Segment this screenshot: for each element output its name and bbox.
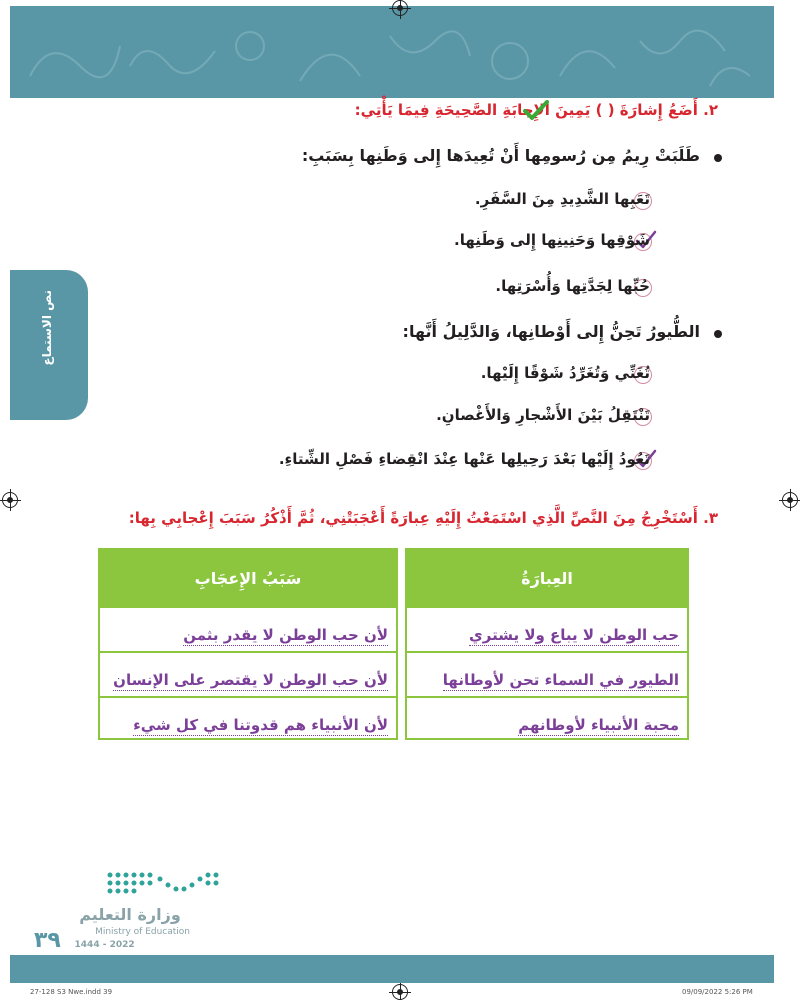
reason-column <box>98 548 398 740</box>
ministry-dots-icon <box>100 865 260 905</box>
top-decorative-band <box>10 6 774 98</box>
phrase-answer: محبة الأنبياء لأوطانهم <box>518 716 679 734</box>
reason-header: سَبَبُ الإِعجَابِ <box>100 550 396 606</box>
reason-answer: لأن حب الوطن لا يقتصر على الإنسان <box>113 671 388 689</box>
edition-year: 1444 - 2022 <box>74 940 135 950</box>
phrase-answer: حب الوطن لا يباع ولا يشتري <box>469 626 679 644</box>
reason-answer: لأن حب الوطن لا يقدر بثمن <box>183 626 388 644</box>
side-tab-label: نص الاستماع <box>40 290 54 366</box>
bottom-band <box>10 955 774 983</box>
option-text: حُبِّها لِجَدَّتِها وَأُسْرَتِها. <box>495 277 650 295</box>
phrase-header: العِبارَةُ <box>407 550 687 606</box>
reason-cell[interactable] <box>100 606 396 651</box>
registration-mark <box>392 984 408 1000</box>
ministry-name-ar: وزارة التعليم <box>79 905 181 924</box>
question-2-text: ٢. أَضَعُ إِشارَةَ ( ) يَمِينَ الإِجابَةِ الصَّحِيحَةِ فِيمَا يَأْتِي: <box>354 101 718 119</box>
option-text: تُغَنِّي وَتُغَرِّدُ شَوْقًا إِلَيْها. <box>480 364 650 382</box>
question-2-stem-2: الطُّيورُ تَحِنُّ إِلى أَوْطانِها، وَالدَّلِيلُ أَنَّها: <box>402 322 700 341</box>
option-text: تَعَبِها الشَّدِيدِ مِنَ السَّفَرِ. <box>474 190 650 208</box>
phrase-cell[interactable] <box>407 606 687 651</box>
phrase-column <box>405 548 689 740</box>
option-text: تَنْتَقِلُ بَيْنَ الأَشْجارِ وَالأَغْصانِ. <box>436 406 650 424</box>
phrase-answer: الطيور في السماء تحن لأوطانها <box>442 671 679 689</box>
page-number <box>34 928 135 953</box>
date-slug: 09/09/2022 5:26 PM <box>682 988 753 996</box>
question-3-title: ٣. أَسْتَخْرِجُ مِنَ النَّصِّ الَّذِي اسْتَمَعْتُ إِلَيْهِ عِبارَةً أَعْجَبَتْنِي، ثُمَّ أَذْكُرُ سَبَبَ إِعْجابِي بِها: <box>128 509 718 527</box>
reason-cell[interactable] <box>100 696 396 741</box>
registration-mark <box>782 492 798 508</box>
file-slug: 27-128 S3 Nwe.indd 39 <box>30 988 113 996</box>
page-number-value: ٣٩ <box>34 928 61 953</box>
question-2-stem-1: طَلَبَتْ رِيمُ مِن رُسومِها أَنْ تُعِيدَها إِلى وَطَنِها بِسَبَبِ: <box>301 146 700 165</box>
phrase-cell[interactable] <box>407 651 687 696</box>
arabic-pattern-decoration <box>10 6 774 98</box>
registration-mark <box>2 492 18 508</box>
reason-answer: لأن الأنبياء هم قدوتنا في كل شيء <box>133 716 388 734</box>
ministry-name-en: Ministry of Education <box>95 927 190 937</box>
option-text: شَوْقِها وَحَنِينِها إِلى وَطَنِها. <box>454 231 650 249</box>
option-text: تَعُودُ إِلَيْها بَعْدَ رَحِيلِها عَنْها عِنْدَ انْقِضاءِ فَصْلِ الشِّتاءِ. <box>278 450 650 468</box>
phrase-cell[interactable] <box>407 696 687 741</box>
check-icon <box>522 99 550 121</box>
registration-mark <box>392 0 408 16</box>
side-tab <box>10 270 88 420</box>
question-2-title <box>355 101 718 119</box>
reason-cell[interactable] <box>100 651 396 696</box>
